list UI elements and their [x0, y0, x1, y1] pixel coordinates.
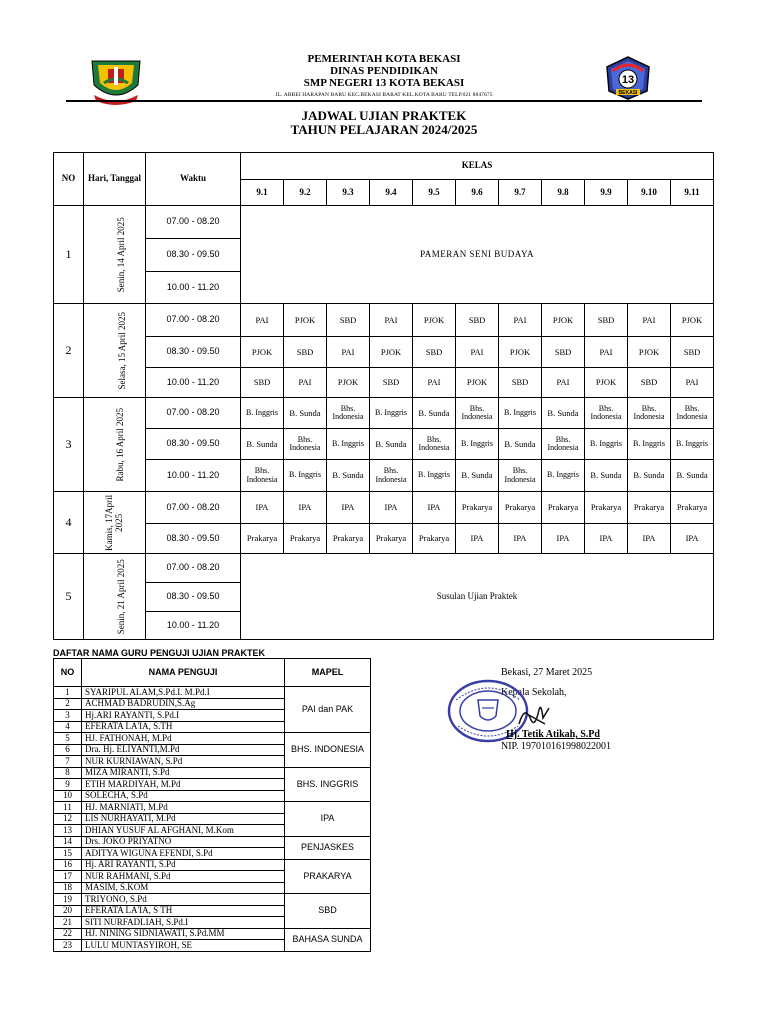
- subject-cell: B. Sunda: [284, 398, 327, 429]
- examiner-no: 15: [54, 848, 82, 860]
- subject-cell: B. Inggris: [456, 429, 499, 460]
- time-slot: 07.00 - 08.20: [146, 304, 241, 337]
- examiner-no: 20: [54, 905, 82, 917]
- examiner-no: 4: [54, 721, 82, 733]
- schedule-row: [54, 554, 714, 583]
- time-slot: 08.30 - 09.50: [146, 239, 241, 272]
- examiner-row: [54, 894, 371, 906]
- subject-cell: SBD: [499, 368, 542, 398]
- examiners-header-mapel: MAPEL: [285, 659, 371, 687]
- subject-cell: B. Inggris: [370, 398, 413, 429]
- time-slot: 10.00 - 11.20: [146, 368, 241, 398]
- examiner-subject: BHS. INGGRIS: [285, 767, 371, 802]
- subject-cell: SBD: [284, 337, 327, 368]
- time-slot: 10.00 - 11.20: [146, 612, 241, 640]
- examiner-row: [54, 802, 371, 814]
- examiner-name: NUR KURNIAWAN, S.Pd: [82, 756, 285, 768]
- subject-cell: Bhs. Indonesia: [585, 398, 628, 429]
- subject-cell: PAI: [671, 368, 714, 398]
- header-no: NO: [54, 153, 84, 206]
- subject-cell: Bhs. Indonesia: [671, 398, 714, 429]
- examiners-header-no: NO: [54, 659, 82, 687]
- subject-cell: IPA: [542, 524, 585, 554]
- examiner-name: EFERATA LA'IA, S TH: [82, 905, 285, 917]
- subject-cell: SBD: [327, 304, 370, 337]
- subject-cell: IPA: [585, 524, 628, 554]
- day-number: 2: [54, 304, 84, 398]
- subject-cell: Bhs. Indonesia: [499, 460, 542, 492]
- schedule-row: [54, 398, 714, 429]
- schedule-row: [54, 304, 714, 337]
- subject-cell: PAI: [370, 304, 413, 337]
- subject-cell: IPA: [241, 492, 284, 524]
- subject-cell: B. Sunda: [671, 460, 714, 492]
- subject-cell: Prakarya: [241, 524, 284, 554]
- examiner-name: Drs. JOKO PRIYATNO: [82, 836, 285, 848]
- subject-cell: Prakarya: [628, 492, 671, 524]
- subject-cell: Bhs. Indonesia: [628, 398, 671, 429]
- examiner-no: 9: [54, 779, 82, 791]
- makeup-exam-banner: Susulan Ujian Praktek: [241, 554, 714, 640]
- subject-cell: IPA: [456, 524, 499, 554]
- subject-cell: Prakarya: [370, 524, 413, 554]
- examiner-subject: SBD: [285, 894, 371, 929]
- examiner-name: LULU MUNTASYIROH, SE: [82, 940, 285, 952]
- examiner-no: 5: [54, 733, 82, 745]
- schedule-row: [54, 206, 714, 239]
- subject-cell: PAI: [585, 337, 628, 368]
- subject-cell: SBD: [542, 337, 585, 368]
- subject-cell: PAI: [413, 368, 456, 398]
- examiner-no: 22: [54, 928, 82, 940]
- schedule-row: [54, 368, 714, 398]
- subject-cell: Bhs. Indonesia: [370, 460, 413, 492]
- subject-cell: Prakarya: [585, 492, 628, 524]
- subject-cell: PJOK: [327, 368, 370, 398]
- examiner-name: NUR RAHMANI, S.Pd: [82, 871, 285, 883]
- examiners-title: DAFTAR NAMA GURU PENGUJI UJIAN PRAKTEK: [53, 648, 266, 658]
- examiner-no: 6: [54, 744, 82, 756]
- subject-cell: PAI: [628, 304, 671, 337]
- examiner-no: 1: [54, 687, 82, 699]
- event-banner: PAMERAN SENI BUDAYA: [241, 206, 714, 304]
- subject-cell: Prakarya: [284, 524, 327, 554]
- examiner-no: 19: [54, 894, 82, 906]
- subject-cell: SBD: [241, 368, 284, 398]
- schedule-row: [54, 429, 714, 460]
- examiner-name: MIZA MIRANTI, S.Pd: [82, 767, 285, 779]
- svg-text:13: 13: [621, 74, 635, 86]
- time-slot: 08.30 - 09.50: [146, 583, 241, 612]
- class-header: 9.7: [499, 180, 542, 206]
- examiner-name: ADITYA WIGUNA EFENDI, S.Pd: [82, 848, 285, 860]
- examiner-name: DHIAN YUSUF AL AFGHANI, M.Kom: [82, 825, 285, 837]
- examiners-header-name: NAMA PENGUJI: [82, 659, 285, 687]
- subject-cell: PAI: [456, 337, 499, 368]
- examiner-name: SYARIPUL ALAM,S.Pd.I. M.Pd.I: [82, 687, 285, 699]
- signature-name: Hj. Tetik Atikah, S.Pd: [506, 729, 600, 740]
- examiner-name: TRIYONO, S.Pd: [82, 894, 285, 906]
- class-header: 9.3: [327, 180, 370, 206]
- handwritten-signature: [515, 700, 555, 730]
- examiner-no: 3: [54, 710, 82, 722]
- header-school: SMP NEGERI 13 KOTA BEKASI: [303, 77, 465, 89]
- document-subtitle: TAHUN PELAJARAN 2024/2025: [290, 122, 478, 137]
- subject-cell: PAI: [499, 304, 542, 337]
- subject-cell: PAI: [284, 368, 327, 398]
- subject-cell: B. Sunda: [413, 398, 456, 429]
- subject-cell: B. Sunda: [585, 460, 628, 492]
- examiner-row: [54, 836, 371, 848]
- examiner-name: HJ. FATHONAH, M.Pd: [82, 733, 285, 745]
- examiner-subject: IPA: [285, 802, 371, 837]
- header-government: PEMERINTAH KOTA BEKASI: [307, 53, 461, 65]
- examiners-table: [53, 658, 371, 952]
- subject-cell: IPA: [628, 524, 671, 554]
- day-date: Kamis, 17April 2025: [103, 494, 124, 551]
- time-slot: 07.00 - 08.20: [146, 398, 241, 429]
- subject-cell: B. Sunda: [456, 460, 499, 492]
- examiner-name: SOLECHA, S.Pd: [82, 790, 285, 802]
- subject-cell: PJOK: [241, 337, 284, 368]
- examiner-name: ACHMAD BADRUDIN,S.Ag: [82, 698, 285, 710]
- time-slot: 07.00 - 08.20: [146, 492, 241, 524]
- subject-cell: B. Sunda: [327, 460, 370, 492]
- subject-cell: B. Inggris: [628, 429, 671, 460]
- document-title: JADWAL UJIAN PRAKTEK: [301, 108, 467, 123]
- examiner-name: Dra. Hj. ELIYANTI,M.Pd: [82, 744, 285, 756]
- examiner-no: 8: [54, 767, 82, 779]
- subject-cell: B. Sunda: [370, 429, 413, 460]
- subject-cell: Bhs. Indonesia: [284, 429, 327, 460]
- examiner-name: LIS NURHAYATI, M.Pd: [82, 813, 285, 825]
- examiner-row: [54, 928, 371, 940]
- subject-cell: IPA: [284, 492, 327, 524]
- subject-cell: PJOK: [671, 304, 714, 337]
- examiner-name: Hj. ARI RAYANTI, S.Pd: [82, 859, 285, 871]
- subject-cell: Bhs. Indonesia: [327, 398, 370, 429]
- day-date: Senin, 21 April 2025: [115, 558, 126, 635]
- header-department: DINAS PENDIDIKAN: [330, 65, 438, 77]
- svg-text:BEKASI: BEKASI: [618, 90, 638, 96]
- subject-cell: B. Sunda: [241, 429, 284, 460]
- subject-cell: PJOK: [542, 304, 585, 337]
- subject-cell: SBD: [585, 304, 628, 337]
- examiner-no: 12: [54, 813, 82, 825]
- examiner-no: 2: [54, 698, 82, 710]
- subject-cell: Prakarya: [542, 492, 585, 524]
- examiner-no: 23: [54, 940, 82, 952]
- subject-cell: B. Inggris: [413, 460, 456, 492]
- subject-cell: PAI: [241, 304, 284, 337]
- day-number: 1: [54, 206, 84, 304]
- examiner-row: [54, 687, 371, 699]
- subject-cell: PAI: [542, 368, 585, 398]
- subject-cell: Bhs. Indonesia: [542, 429, 585, 460]
- day-date: Senin, 14 April 2025: [115, 216, 126, 293]
- examiner-no: 11: [54, 802, 82, 814]
- examiner-name: HJ. NINING SIDNIAWATI, S.Pd.MM: [82, 928, 285, 940]
- time-slot: 08.30 - 09.50: [146, 429, 241, 460]
- class-header: 9.8: [542, 180, 585, 206]
- subject-cell: IPA: [370, 492, 413, 524]
- class-header: 9.1: [241, 180, 284, 206]
- examiner-row: [54, 767, 371, 779]
- subject-cell: PJOK: [628, 337, 671, 368]
- subject-cell: Bhs. Indonesia: [413, 429, 456, 460]
- subject-cell: IPA: [413, 492, 456, 524]
- time-slot: 10.00 - 11.20: [146, 272, 241, 304]
- subject-cell: B. Inggris: [327, 429, 370, 460]
- subject-cell: IPA: [327, 492, 370, 524]
- subject-cell: Bhs. Indonesia: [241, 460, 284, 492]
- examiner-subject: PENJASKES: [285, 836, 371, 859]
- exam-schedule-table: [53, 152, 714, 640]
- examiner-name: Hj.ARI RAYANTI, S.Pd.I: [82, 710, 285, 722]
- examiner-name: SITI NURFADLIAH, S.Pd.I: [82, 917, 285, 929]
- class-header: 9.4: [370, 180, 413, 206]
- subject-cell: IPA: [671, 524, 714, 554]
- subject-cell: B. Inggris: [585, 429, 628, 460]
- day-number: 5: [54, 554, 84, 640]
- time-slot: 08.30 - 09.50: [146, 524, 241, 554]
- examiner-no: 16: [54, 859, 82, 871]
- class-header: 9.10: [628, 180, 671, 206]
- header-divider: [66, 100, 702, 102]
- examiner-no: 17: [54, 871, 82, 883]
- time-slot: 07.00 - 08.20: [146, 554, 241, 583]
- examiner-no: 14: [54, 836, 82, 848]
- subject-cell: Bhs. Indonesia: [456, 398, 499, 429]
- subject-cell: SBD: [413, 337, 456, 368]
- day-date: Rabu, 16 April 2025: [115, 407, 126, 482]
- examiner-subject: PAI dan PAK: [285, 687, 371, 733]
- subject-cell: Prakarya: [413, 524, 456, 554]
- class-header: 9.11: [671, 180, 714, 206]
- schedule-row: [54, 337, 714, 368]
- subject-cell: SBD: [671, 337, 714, 368]
- examiner-name: EFERATA LA'IA, S.TH: [82, 721, 285, 733]
- header-day-date: Hari, Tanggal: [84, 153, 146, 206]
- subject-cell: B. Inggris: [499, 398, 542, 429]
- class-header: 9.9: [585, 180, 628, 206]
- examiner-row: [54, 733, 371, 745]
- subject-cell: PJOK: [499, 337, 542, 368]
- class-header: 9.2: [284, 180, 327, 206]
- subject-cell: Prakarya: [456, 492, 499, 524]
- day-number: 4: [54, 492, 84, 554]
- examiner-no: 7: [54, 756, 82, 768]
- class-header: 9.5: [413, 180, 456, 206]
- day-number: 3: [54, 398, 84, 492]
- time-slot: 08.30 - 09.50: [146, 337, 241, 368]
- subject-cell: B. Inggris: [542, 460, 585, 492]
- class-header: 9.6: [456, 180, 499, 206]
- signature-role: Kepala Sekolah,: [501, 687, 567, 698]
- examiner-no: 10: [54, 790, 82, 802]
- subject-cell: PAI: [327, 337, 370, 368]
- subject-cell: Prakarya: [327, 524, 370, 554]
- subject-cell: PJOK: [284, 304, 327, 337]
- subject-cell: PJOK: [413, 304, 456, 337]
- examiner-subject: BHS. INDONESIA: [285, 733, 371, 768]
- subject-cell: PJOK: [456, 368, 499, 398]
- subject-cell: B. Inggris: [241, 398, 284, 429]
- examiner-no: 18: [54, 882, 82, 894]
- examiner-name: ETIH MARDIYAH, M.Pd: [82, 779, 285, 791]
- subject-cell: Prakarya: [671, 492, 714, 524]
- day-date: Selasa, 15 April 2025: [117, 311, 128, 390]
- subject-cell: IPA: [499, 524, 542, 554]
- time-slot: 07.00 - 08.20: [146, 206, 241, 239]
- subject-cell: SBD: [456, 304, 499, 337]
- examiner-no: 13: [54, 825, 82, 837]
- examiner-no: 21: [54, 917, 82, 929]
- examiner-subject: BAHASA SUNDA: [285, 928, 371, 951]
- examiner-row: [54, 859, 371, 871]
- examiner-subject: PRAKARYA: [285, 859, 371, 894]
- subject-cell: B. Inggris: [671, 429, 714, 460]
- examiner-name: HJ. MARNIATI, M.Pd: [82, 802, 285, 814]
- time-slot: 10.00 - 11.20: [146, 460, 241, 492]
- schedule-row: [54, 460, 714, 492]
- signature-place-date: Bekasi, 27 Maret 2025: [501, 667, 593, 678]
- header-address: JL. ARBEI HARAPAN BARU KEC.BEKASI BARAT KEL.KOTA BARU TELP.021 8847675: [275, 92, 493, 98]
- subject-cell: PJOK: [370, 337, 413, 368]
- schedule-row: [54, 492, 714, 524]
- examiner-name: MASIM, S.KOM: [82, 882, 285, 894]
- signature-nip: NIP. 197010161998022001: [501, 741, 612, 752]
- subject-cell: B. Sunda: [542, 398, 585, 429]
- subject-cell: B. Sunda: [499, 429, 542, 460]
- subject-cell: PJOK: [585, 368, 628, 398]
- subject-cell: B. Sunda: [628, 460, 671, 492]
- subject-cell: Prakarya: [499, 492, 542, 524]
- subject-cell: SBD: [370, 368, 413, 398]
- header-time: Waktu: [146, 153, 241, 206]
- subject-cell: B. Inggris: [284, 460, 327, 492]
- schedule-row: [54, 524, 714, 554]
- header-kelas: KELAS: [241, 153, 714, 180]
- subject-cell: SBD: [628, 368, 671, 398]
